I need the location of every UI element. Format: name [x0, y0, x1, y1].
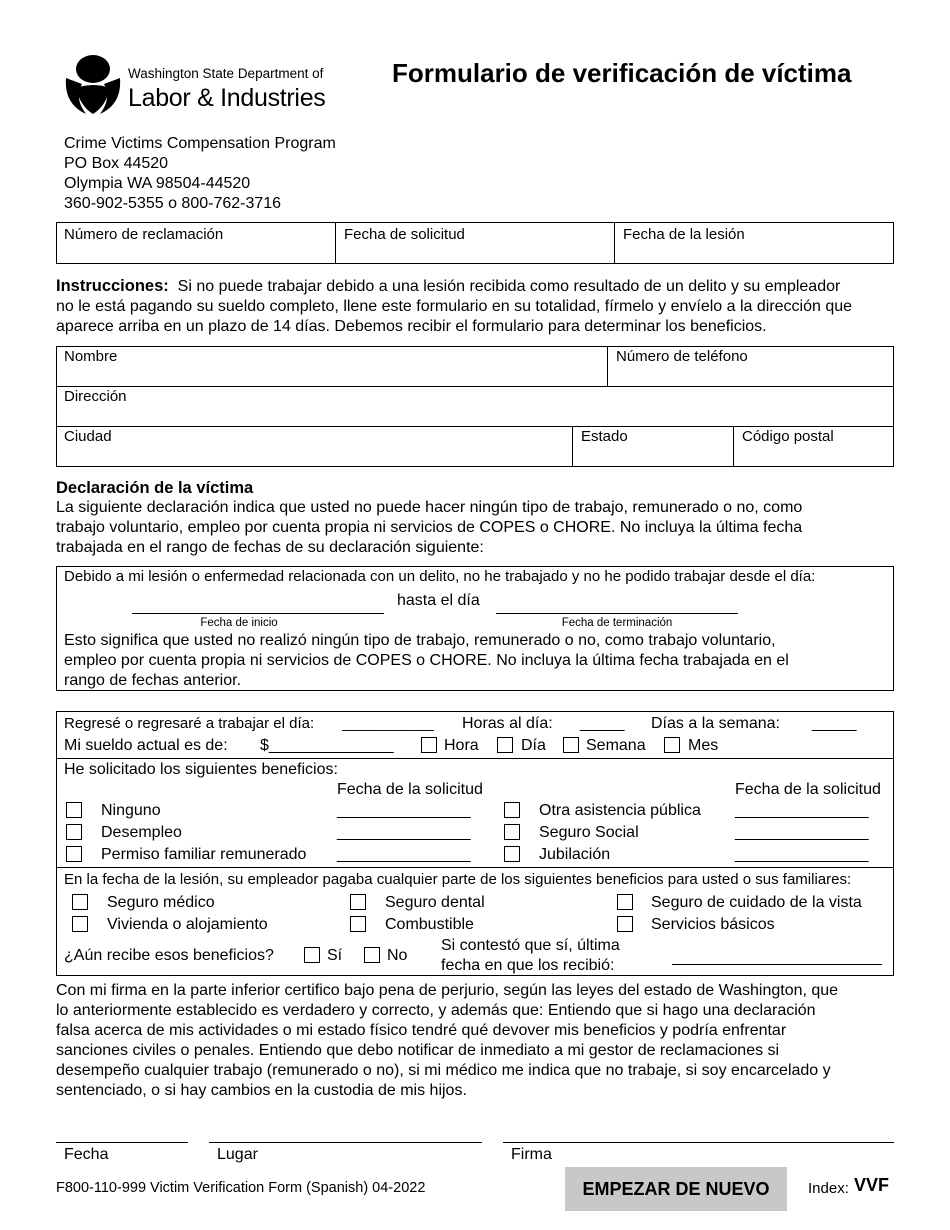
agency-logo: [62, 54, 332, 120]
zip-field[interactable]: [739, 446, 889, 464]
benefits-date-header-left: Fecha de la solicitud: [337, 781, 483, 798]
certification-text: [56, 981, 838, 1101]
benefit-public-assistance-checkbox[interactable]: [504, 802, 520, 818]
claim-number-field[interactable]: [62, 244, 330, 262]
benefit-public-assistance-label: Otra asistencia pública: [539, 802, 701, 819]
wage-blank[interactable]: $______________: [260, 737, 394, 754]
still-receive-yes-checkbox[interactable]: [304, 947, 320, 963]
street-address-field[interactable]: [62, 406, 888, 424]
employer-fuel-label: Combustible: [385, 916, 474, 933]
instructions-label: Instrucciones:: [56, 277, 169, 295]
certification-line: lo anteriormente establecido es verdadero y correcto, y además que: Entiendo que si hago una declaración: [56, 1002, 816, 1019]
last-received-line: fecha en que los recibió:: [441, 957, 615, 974]
agency-logo-icon: [62, 54, 124, 116]
declaration-box-line: Debido a mi lesión o enfermedad relacionada con un delito, no he trabajado y no he podido trabajar desde el día:: [64, 568, 816, 585]
state-label: Estado: [581, 428, 628, 445]
wage-day-checkbox[interactable]: [497, 737, 513, 753]
logo-line2: Labor & Industries: [128, 84, 326, 112]
benefit-retirement-checkbox[interactable]: [504, 846, 520, 862]
request-date-label: Fecha de solicitud: [344, 226, 465, 243]
until-label: hasta el día: [397, 592, 480, 609]
state-field[interactable]: [578, 446, 728, 464]
instructions-text: Si no puede trabajar debido a una lesión recibida como resultado de un delito y su empleador: [177, 278, 841, 295]
employer-housing-checkbox[interactable]: [72, 916, 88, 932]
instructions-text: aparece arriba en un plazo de 14 días. Debemos recibir el formulario para determinar los beneficios.: [56, 318, 767, 335]
name-label: Nombre: [64, 348, 118, 365]
zip-label: Código postal: [742, 428, 834, 445]
page-title: Formulario de verificación de víctima: [392, 58, 852, 88]
declaration-text: [56, 498, 802, 558]
signature-label: Firma: [511, 1146, 552, 1163]
employer-housing-label: Vivienda o alojamiento: [107, 916, 268, 933]
benefit-retirement-label: Jubilación: [539, 846, 611, 863]
instructions-text: no le está pagando su sueldo completo, llene este formulario en su totalidad, fírmelo y envíelo a la dirección que: [56, 298, 853, 315]
benefit-family-leave-label: Permiso familiar remunerado: [101, 846, 307, 863]
reset-button[interactable]: EMPEZAR DE NUEVO: [565, 1167, 787, 1211]
certification-line: Con mi firma en la parte inferior certifico bajo pena de perjurio, según las leyes del estado de Washington, que: [56, 982, 839, 999]
declaration-line: trabajo voluntario, empleo por cuenta propia ni servicios de COPES o CHORE. No incluya la última fecha: [56, 519, 803, 536]
phone-label: Número de teléfono: [616, 348, 748, 365]
certification-line: desempeño cualquier trabajo (remunerado o no), si mi médico me indica que no trabaje, si soy encarcelado y: [56, 1062, 831, 1079]
certification-line: sentenciado, o si hay cambios en la custodia de mis hijos.: [56, 1082, 467, 1099]
employer-medical-label: Seguro médico: [107, 894, 215, 911]
wage-week-label: Semana: [586, 737, 646, 754]
signature-place-field[interactable]: [211, 1122, 480, 1140]
declaration-box-line: rango de fechas anterior.: [64, 672, 242, 689]
declaration-line: La siguiente declaración indica que usted no puede hacer ningún tipo de trabajo, remunerado o no, como: [56, 499, 803, 516]
days-per-week-blank[interactable]: _____: [812, 715, 857, 732]
benefit-social-security-checkbox[interactable]: [504, 824, 520, 840]
benefit-unemployment-label: Desempleo: [101, 824, 182, 841]
benefit-none-date-blank[interactable]: _______________: [337, 802, 471, 819]
hours-per-day-blank[interactable]: _____: [580, 715, 625, 732]
declaration-box-text: [64, 631, 789, 691]
still-receive-question: ¿Aún recibe esos beneficios?: [64, 947, 274, 964]
employer-vision-checkbox[interactable]: [617, 894, 633, 910]
last-received-label: [441, 936, 620, 976]
hours-per-day-label: Horas al día:: [462, 715, 553, 732]
employer-dental-label: Seguro dental: [385, 894, 485, 911]
city-label: Ciudad: [64, 428, 112, 445]
wage-week-checkbox[interactable]: [563, 737, 579, 753]
logo-line1: Washington State Department of: [128, 66, 324, 81]
end-date-field[interactable]: [498, 594, 736, 612]
employer-utilities-label: Servicios básicos: [651, 916, 775, 933]
name-field[interactable]: [62, 366, 602, 384]
employer-fuel-checkbox[interactable]: [350, 916, 366, 932]
benefit-unemployment-date-blank[interactable]: _______________: [337, 824, 471, 841]
still-receive-yes-label: Sí: [327, 947, 343, 964]
signature-field[interactable]: [505, 1122, 892, 1140]
wage-day-label: Día: [521, 737, 546, 754]
claim-number-label: Número de reclamación: [64, 226, 224, 243]
benefit-family-leave-checkbox[interactable]: [66, 846, 82, 862]
declaration-line: trabajada en el rango de fechas de su declaración siguiente:: [56, 539, 484, 556]
phone-field[interactable]: [613, 366, 889, 384]
address-line: PO Box 44520: [64, 155, 169, 172]
index-label: Index:: [808, 1180, 849, 1197]
benefit-public-assistance-date-blank[interactable]: _______________: [735, 802, 869, 819]
wage-month-label: Mes: [688, 737, 719, 754]
benefit-unemployment-checkbox[interactable]: [66, 824, 82, 840]
declaration-heading: Declaración de la víctima: [56, 479, 254, 497]
benefit-social-security-label: Seguro Social: [539, 824, 639, 841]
last-received-line: Si contestó que sí, última: [441, 937, 620, 954]
instructions: [56, 276, 852, 337]
employer-vision-label: Seguro de cuidado de la vista: [651, 894, 862, 911]
start-date-field[interactable]: [134, 594, 382, 612]
request-date-field[interactable]: [340, 244, 608, 262]
address-line: Crime Victims Compensation Program: [64, 135, 336, 152]
employer-benefits-heading: En la fecha de la lesión, su empleador pagaba cualquier parte de los siguientes beneficios para usted o sus familiares:: [64, 871, 852, 888]
wage-label: Mi sueldo actual es de:: [64, 737, 228, 754]
wage-hour-checkbox[interactable]: [421, 737, 437, 753]
still-receive-no-label: No: [387, 947, 408, 964]
return-to-work-blank[interactable]: ___________: [342, 715, 434, 732]
still-receive-no-checkbox[interactable]: [364, 947, 380, 963]
wage-month-checkbox[interactable]: [664, 737, 680, 753]
benefits-date-header-right: Fecha de la solicitud: [735, 781, 881, 798]
return-to-work-label: Regresé o regresaré a trabajar el día:: [64, 715, 315, 732]
index-value: VVF: [854, 1175, 890, 1195]
injury-date-field[interactable]: [620, 244, 888, 262]
employer-utilities-checkbox[interactable]: [617, 916, 633, 932]
start-date-caption: Fecha de inicio: [200, 617, 278, 629]
declaration-box-line: empleo por cuenta propia ni servicios de COPES o CHORE. No incluya la última fecha trabajada en el: [64, 652, 789, 669]
signature-place-label: Lugar: [217, 1146, 258, 1163]
benefit-social-security-date-blank[interactable]: _______________: [735, 824, 869, 841]
last-received-date-field[interactable]: [674, 945, 880, 963]
street-address-label: Dirección: [64, 388, 127, 405]
certification-line: falsa acerca de mis actividades o mi estado físico tendré qué devover mis beneficios y podría enfrentar: [56, 1022, 787, 1039]
benefit-none-label: Ninguno: [101, 802, 161, 819]
benefits-heading: He solicitado los siguientes beneficios:: [64, 761, 338, 778]
wage-hour-label: Hora: [444, 737, 479, 754]
employer-medical-checkbox[interactable]: [72, 894, 88, 910]
end-date-caption: Fecha de terminación: [561, 617, 673, 629]
address-block: [64, 134, 336, 214]
signature-date-field[interactable]: [58, 1122, 186, 1140]
certification-line: sanciones civiles o penales. Entiendo que debo notificar de inmediato a mi gestor de reclamaciones si: [56, 1042, 780, 1059]
address-line: 360-902-5355 o 800-762-3716: [64, 195, 282, 212]
injury-date-label: Fecha de la lesión: [623, 226, 745, 243]
days-per-week-label: Días a la semana:: [651, 715, 780, 732]
city-field[interactable]: [62, 446, 567, 464]
benefit-retirement-date-blank[interactable]: _______________: [735, 846, 869, 863]
employer-dental-checkbox[interactable]: [350, 894, 366, 910]
benefit-family-leave-date-blank[interactable]: _______________: [337, 846, 471, 863]
signature-date-label: Fecha: [64, 1146, 109, 1163]
address-line: Olympia WA 98504-44520: [64, 175, 251, 192]
form-id: F800-110-999 Victim Verification Form (Spanish) 04-2022: [56, 1180, 426, 1196]
declaration-box-line: Esto significa que usted no realizó ningún tipo de trabajo, remunerado o no, como trabajo voluntario,: [64, 632, 776, 649]
benefit-none-checkbox[interactable]: [66, 802, 82, 818]
